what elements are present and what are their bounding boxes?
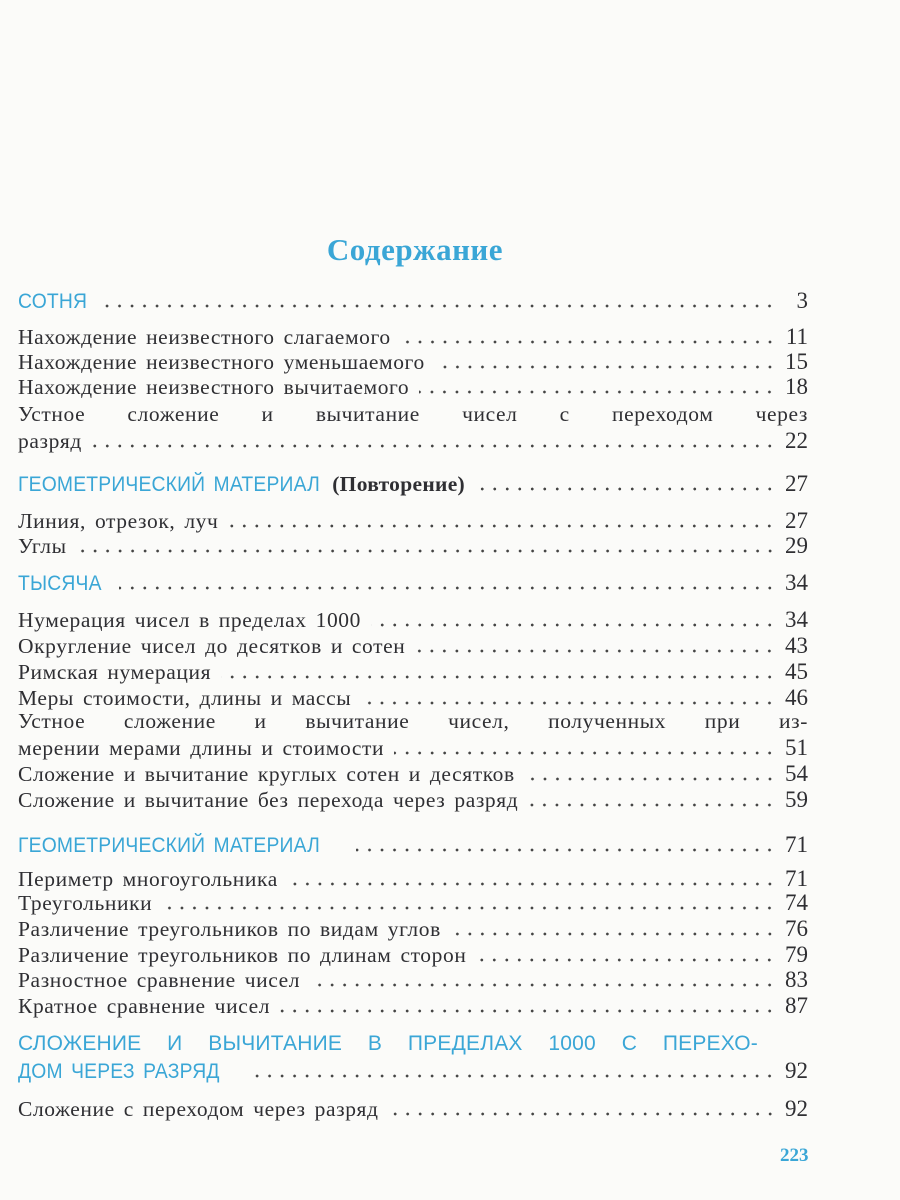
section-heading[interactable] (18, 570, 808, 596)
entry-page-number: 27 (785, 508, 808, 533)
dot-leader (310, 983, 776, 987)
dot-leader (280, 1009, 776, 1013)
section-heading-line: СЛОЖЕНИЕ И ВЫЧИТАНИЕ В ПРЕДЕЛАХ 1000 С ПЕРЕХО- (18, 1032, 758, 1055)
toc-entry[interactable] (18, 374, 808, 400)
section-title: ТЫСЯЧА (18, 572, 102, 595)
entry-title: Периметр многоугольника (18, 867, 278, 891)
entry-page-number: 74 (785, 890, 808, 915)
dot-leader (451, 932, 776, 936)
entry-title: Сложение и вычитание без перехода через разряд (18, 788, 519, 812)
dot-leader (221, 675, 776, 679)
entry-page-number: 83 (785, 967, 808, 992)
toc-entry-line: Устное сложение и вычитание чисел с переходом через (18, 402, 808, 426)
entry-title: Линия, отрезок, луч (18, 509, 219, 533)
toc-entry[interactable] (18, 993, 808, 1019)
dot-leader (356, 848, 776, 852)
entry-page-number: 15 (785, 349, 808, 374)
entry-title: Кратное сравнение чисел (18, 994, 271, 1018)
toc-entry[interactable] (18, 787, 808, 813)
section-note: (Повторение) (332, 472, 465, 496)
toc-entry-line: Устное сложение и вычитание чисел, полученных при из- (18, 709, 808, 733)
dot-leader (528, 803, 776, 807)
entry-title: Нахождение неизвестного уменьшаемого (18, 350, 425, 374)
dot-leader (476, 958, 776, 962)
entry-title: Сложение с переходом через разряд (18, 1097, 379, 1121)
entry-page-number: 71 (785, 832, 808, 857)
entry-title: Разностное сравнение чисел (18, 968, 301, 992)
entry-page-number: 92 (785, 1096, 808, 1121)
toc-entry[interactable] (18, 428, 808, 454)
entry-page-number: 45 (785, 659, 808, 684)
dot-leader (77, 549, 776, 553)
section-heading[interactable] (18, 471, 808, 497)
toc-entry[interactable] (18, 533, 808, 559)
page-number: 223 (780, 1145, 809, 1166)
dot-leader (92, 444, 776, 448)
entry-title: Римская нумерация (18, 660, 212, 684)
entry-page-number: 43 (785, 633, 808, 658)
entry-page-number: 79 (785, 942, 808, 967)
toc-entry[interactable] (18, 324, 808, 350)
dot-leader (415, 649, 776, 653)
toc-entry[interactable] (18, 967, 808, 993)
entry-page-number: 92 (785, 1058, 808, 1083)
section-title: СОТНЯ (18, 290, 88, 313)
dot-leader (361, 701, 776, 705)
entry-title: разряд (18, 429, 82, 453)
entry-title: мерении мерами длины и стоимости (18, 736, 385, 760)
section-heading[interactable] (18, 1058, 808, 1084)
entry-page-number: 54 (785, 761, 808, 786)
section-heading[interactable] (18, 288, 808, 314)
toc-entry[interactable] (18, 607, 808, 633)
dot-leader (288, 882, 776, 886)
entry-page-number: 34 (785, 570, 808, 595)
entry-page-number: 29 (785, 533, 808, 558)
dot-leader (419, 390, 776, 394)
toc-entry[interactable] (18, 508, 808, 534)
entry-title: Нахождение неизвестного вычитаемого (18, 375, 410, 399)
toc-entry[interactable] (18, 633, 808, 659)
toc-entry[interactable] (18, 1096, 808, 1122)
entry-page-number: 22 (785, 428, 808, 453)
entry-title: Углы (18, 534, 67, 558)
dot-leader (103, 304, 776, 308)
toc-entry[interactable] (18, 942, 808, 968)
entry-title: Округление чисел до десятков и сотен (18, 634, 406, 658)
dot-leader (247, 1074, 776, 1078)
toc-entry[interactable] (18, 735, 808, 761)
dot-leader (162, 906, 776, 910)
section-heading[interactable] (18, 832, 808, 858)
dot-leader (394, 751, 776, 755)
entry-page-number: 3 (796, 288, 808, 313)
section-title: ГЕОМЕТРИЧЕСКИЙ МАТЕРИАЛ (18, 473, 320, 496)
dot-leader (371, 623, 776, 627)
dot-leader (119, 586, 776, 590)
entry-title: Нахождение неизвестного слагаемого (18, 325, 391, 349)
entry-page-number: 51 (785, 735, 808, 760)
toc-entry[interactable] (18, 761, 808, 787)
dot-leader (475, 487, 776, 491)
toc-entry[interactable] (18, 659, 808, 685)
section-title: ДОМ ЧЕРЕЗ РАЗРЯД (18, 1060, 220, 1083)
entry-title: Различение треугольников по видам углов (18, 917, 441, 941)
entry-page-number: 59 (785, 787, 808, 812)
section-title: ГЕОМЕТРИЧЕСКИЙ МАТЕРИАЛ (18, 834, 320, 857)
entry-title: Меры стоимости, длины и массы (18, 686, 352, 710)
toc-entry[interactable] (18, 685, 808, 711)
dot-leader (525, 777, 776, 781)
entry-page-number: 18 (785, 374, 808, 399)
toc-entry[interactable] (18, 349, 808, 375)
dot-leader (401, 340, 776, 344)
dot-leader (435, 365, 776, 369)
entry-title: Нумерация чисел в пределах 1000 (18, 608, 362, 632)
page-title: Содержание (326, 232, 504, 267)
entry-page-number: 11 (785, 324, 808, 349)
toc-entry[interactable] (18, 890, 808, 916)
toc-entry[interactable] (18, 916, 808, 942)
entry-page-number: 71 (785, 866, 808, 891)
entry-page-number: 46 (785, 685, 808, 710)
toc-entry[interactable] (18, 866, 808, 892)
dot-leader (228, 524, 776, 528)
dot-leader (389, 1112, 776, 1116)
entry-title: Сложение и вычитание круглых сотен и десятков (18, 762, 515, 786)
entry-page-number: 87 (785, 993, 808, 1018)
entry-title: Треугольники (18, 891, 153, 915)
entry-title: Различение треугольников по длинам сторон (18, 943, 467, 967)
entry-page-number: 34 (785, 607, 808, 632)
entry-page-number: 27 (785, 471, 808, 496)
entry-page-number: 76 (785, 916, 808, 941)
